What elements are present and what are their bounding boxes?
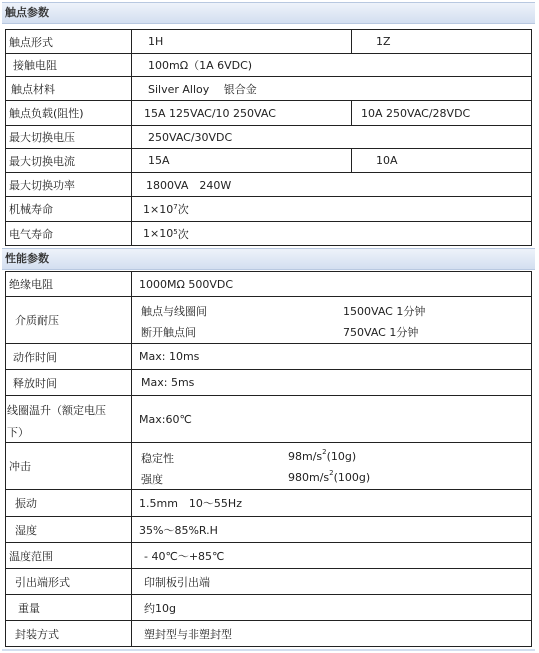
row-value: 35%～85%R.H	[139, 523, 218, 537]
table-row-coil-temp	[5, 396, 532, 443]
row-label: 接触电阻	[6, 54, 132, 76]
row-label: 触点形式	[6, 30, 132, 53]
row-label	[6, 396, 132, 442]
row-label: 机械寿命	[6, 197, 132, 221]
row-value-2: 10A 250VAC/28VDC	[361, 106, 471, 120]
row-label: 动作时间	[6, 344, 132, 369]
row-label: 封装方式	[6, 621, 132, 646]
row-label: 振动	[6, 490, 132, 516]
row-label: 绝缘电阻	[6, 272, 132, 296]
row-label: 温度范围	[6, 543, 132, 568]
row-label: 最大切换功率	[6, 173, 132, 196]
table-row-release-time	[5, 370, 532, 396]
row-value-1: 1H	[132, 30, 352, 53]
life-unit: 次	[177, 227, 189, 241]
table-row-operate-time	[5, 344, 532, 370]
table-row-dielectric	[5, 297, 532, 344]
table-row-contact-load	[5, 101, 532, 126]
row-value: Silver Alloy 银合金	[148, 82, 257, 96]
row-value	[132, 222, 531, 245]
table-row-max-power	[5, 173, 532, 197]
contact-params-title: 触点参数	[5, 6, 49, 19]
table-row-package	[5, 621, 532, 647]
table-row-elec-life	[5, 222, 532, 246]
row-label: 触点负载(阻性)	[6, 101, 132, 125]
shock-a-name: 稳定性	[141, 452, 174, 465]
row-value	[132, 443, 531, 489]
table-row-vibration	[5, 490, 532, 517]
table-row-contact-form	[5, 29, 532, 54]
bottom-divider	[2, 649, 535, 651]
dielectric-a-name: 触点与线圈间	[141, 305, 207, 318]
table-row-contact-resistance	[5, 54, 532, 77]
life-base: 1×10	[143, 202, 174, 216]
row-value: - 40℃～+85℃	[144, 549, 225, 563]
contact-params-header	[2, 2, 535, 24]
table-row-terminal	[5, 569, 532, 595]
row-label: 最大切换电压	[6, 126, 132, 148]
shock-a-value	[288, 450, 356, 463]
row-label: 电气寿命	[6, 222, 132, 245]
row-value: 塑封型与非塑封型	[144, 627, 232, 641]
performance-params-header	[2, 248, 535, 270]
row-value-1: 15A 125VAC/10 250VAC	[132, 101, 352, 125]
shock-a-base: 98m/s	[288, 450, 323, 463]
table-row-contact-material	[5, 77, 532, 101]
row-value: 250VAC/30VDC	[148, 130, 233, 144]
row-value: 1000MΩ 500VDC	[139, 277, 234, 291]
shock-b-tail: (100g)	[333, 471, 371, 484]
row-value: 1.5mm 10～55Hz	[139, 497, 242, 510]
shock-b-base: 980m/s	[288, 471, 330, 484]
row-value: 印制板引出端	[144, 575, 210, 589]
table-row-humidity	[5, 517, 532, 543]
row-value: Max:60℃	[139, 412, 192, 426]
row-label: 释放时间	[6, 370, 132, 395]
row-value	[132, 297, 531, 343]
row-value-2: 1Z	[376, 35, 391, 48]
row-value: Max: 5ms	[141, 376, 195, 389]
row-value: 约10g	[144, 601, 176, 615]
row-label: 最大切换电流	[6, 149, 132, 172]
row-label: 介质耐压	[6, 297, 132, 343]
table-row-insulation	[5, 271, 532, 297]
dielectric-b-value: 750VAC 1分钟	[343, 326, 419, 339]
life-base: 1×10	[143, 227, 174, 240]
life-exponent: 7	[173, 203, 178, 211]
coil-temp-label-line2: 下）	[7, 426, 29, 439]
shock-a-exp: 2	[322, 448, 327, 456]
row-value: 1800VA 240W	[146, 178, 232, 192]
performance-params-title: 性能参数	[5, 252, 49, 265]
table-row-max-voltage	[5, 126, 532, 149]
row-value	[132, 197, 531, 221]
dielectric-b-name: 断开触点间	[141, 326, 196, 339]
row-value-1: 15A	[132, 149, 352, 172]
row-label: 引出端形式	[6, 569, 132, 594]
row-label: 冲击	[6, 443, 132, 489]
shock-a-tail: (10g)	[326, 450, 357, 463]
row-label: 重量	[6, 595, 132, 620]
table-row-mech-life	[5, 197, 532, 222]
row-value: Max: 10ms	[139, 350, 200, 363]
coil-temp-label-line1: 线圈温升（额定电压	[7, 404, 106, 417]
life-exponent: 5	[173, 227, 178, 236]
row-label: 触点材料	[6, 77, 132, 100]
table-row-weight	[5, 595, 532, 621]
table-row-shock	[5, 443, 532, 490]
row-value: 100mΩ（1A 6VDC)	[148, 59, 253, 72]
table-row-max-current	[5, 149, 532, 173]
dielectric-a-value: 1500VAC 1分钟	[343, 305, 426, 318]
row-label: 湿度	[6, 517, 132, 542]
life-unit: 次	[177, 203, 189, 216]
shock-b-exp: 2	[329, 469, 334, 477]
table-row-temp-range	[5, 543, 532, 569]
row-value-2: 10A	[376, 154, 398, 167]
shock-b-name: 强度	[141, 473, 163, 486]
shock-b-value	[288, 471, 370, 484]
